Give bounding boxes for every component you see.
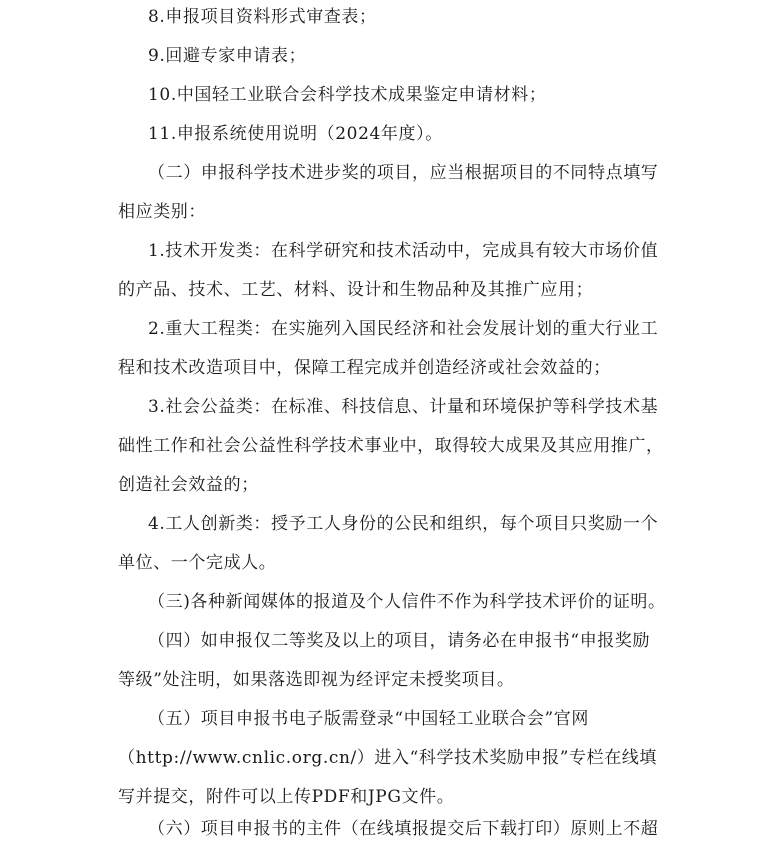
text-line: （二）申报科学技术进步奖的项目，应当根据项目的不同特点填写: [148, 163, 659, 183]
text-line: 础性工作和社会公益性科学技术事业中，取得较大成果及其应用推广，: [118, 436, 664, 456]
text-line: （四）如申报仅二等奖及以上的项目，请务必在申报书“申报奖励: [148, 631, 651, 651]
text-line: （五）项目申报书电子版需登录“中国轻工业联合会”官网: [148, 709, 589, 729]
text-line: 程和技术改造项目中，保障工程完成并创造经济或社会效益的；: [118, 358, 611, 378]
text-line: 写并提交，附件可以上传PDF和JPG文件。: [118, 787, 455, 807]
text-line: 的产品、技术、工艺、材料、设计和生物品种及其推广应用；: [118, 280, 594, 300]
text-line: 3.社会公益类：在标准、科技信息、计量和环境保护等科学技术基: [148, 397, 659, 417]
text-line: 等级”处注明，如果落选即视为经评定未授奖项目。: [118, 670, 515, 690]
text-line: 4.工人创新类：授予工人身份的公民和组织，每个项目只奖励一个: [148, 514, 659, 534]
text-line: 1.技术开发类：在科学研究和技术活动中，完成具有较大市场价值: [148, 241, 659, 261]
text-line: （http://www.cnlic.org.cn/）进入“科学技术奖励申报”专栏在线填: [118, 748, 658, 768]
text-line: 11.申报系统使用说明（2024年度）。: [148, 124, 443, 144]
text-line: 单位、一个完成人。: [118, 553, 277, 573]
text-line: （三)各种新闻媒体的报道及个人信件不作为科学技术评价的证明。: [148, 592, 666, 612]
text-line: 创造社会效益的；: [118, 475, 259, 495]
text-line: 10.中国轻工业联合会科学技术成果鉴定申请材料；: [148, 85, 547, 105]
text-line: 2.重大工程类：在实施列入国民经济和社会发展计划的重大行业工: [148, 319, 659, 339]
text-line: 8.申报项目资料形式审查表；: [148, 7, 377, 27]
text-line: 相应类别：: [118, 202, 206, 222]
text-line: 9.回避专家申请表；: [148, 46, 307, 66]
text-line: （六）项目申报书的主件（在线填报提交后下载打印）原则上不超: [148, 819, 659, 839]
